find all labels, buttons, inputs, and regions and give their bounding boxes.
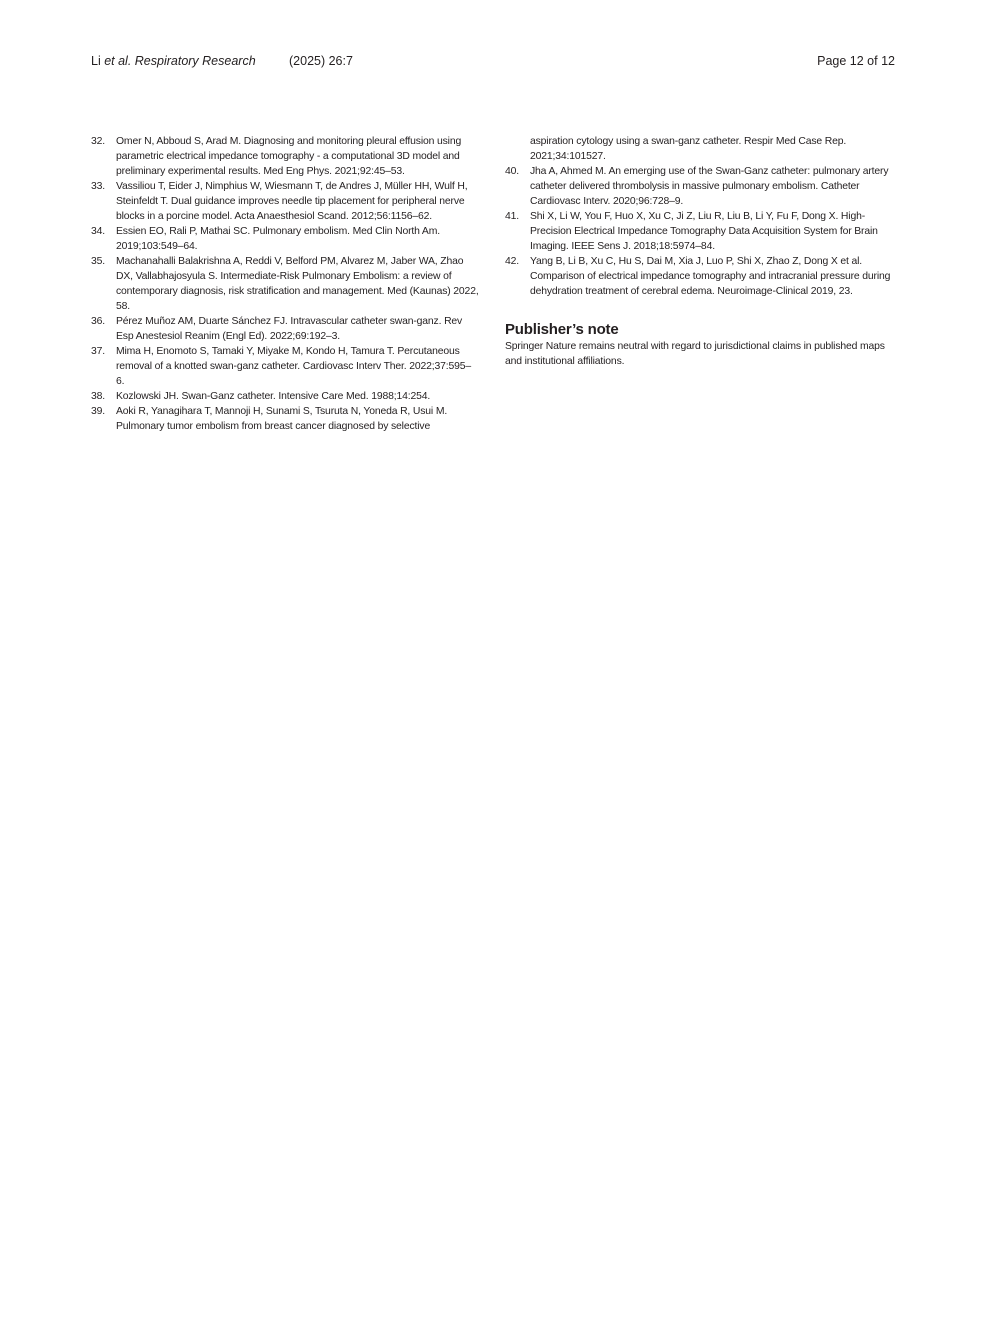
reference-column-left <box>91 134 479 434</box>
reference-number: 34. <box>91 226 105 237</box>
reference-number: 40. <box>505 166 519 177</box>
reference-text: Jha A, Ahmed M. An emerging use of the Swan-Ganz catheter: pulmonary artery catheter delivered thrombolysis in massive pulmonary embolism. Catheter Cardiovasc Interv. 2020;96:728–9. <box>530 166 889 207</box>
reference-number: 35. <box>91 256 105 267</box>
header-journal: et al. Respiratory Research <box>104 54 256 68</box>
reference-item-39 <box>91 404 479 434</box>
reference-column-right <box>505 134 900 369</box>
publisher-note-body: Springer Nature remains neutral with regard to jurisdictional claims in published maps and institutional affiliations. <box>505 341 885 367</box>
reference-item-36 <box>91 314 479 344</box>
running-header <box>91 53 895 69</box>
reference-item-33 <box>91 179 479 224</box>
reference-text: Yang B, Li B, Xu C, Hu S, Dai M, Xia J, Luo P, Shi X, Zhao Z, Dong X et al. Comparison of electrical impedance tomography and intracranial pressure during dehydration treatment of cerebral edema. Neuroimage-Clinical 2019, 23. <box>530 256 891 297</box>
reference-item-35 <box>91 254 479 314</box>
reference-item-34 <box>91 224 479 254</box>
reference-text: Mima H, Enomoto S, Tamaki Y, Miyake M, Kondo H, Tamura T. Percutaneous removal of a knotted swan-ganz catheter. Cardiovasc Interv Ther. 2022;37:595–6. <box>116 346 472 387</box>
reference-text: Kozlowski JH. Swan-Ganz catheter. Intensive Care Med. 1988;14:254. <box>116 391 431 402</box>
reference-number: 33. <box>91 181 105 192</box>
reference-number: 38. <box>91 391 105 402</box>
header-author: Li <box>91 54 105 68</box>
reference-text: Machanahalli Balakrishna A, Reddi V, Belford PM, Alvarez M, Jaber WA, Zhao DX, Vallabhajosyula S. Intermediate-Risk Pulmonary Embolism: a review of contemporary diagnosis, risk stratification and management. Med (Kaunas) 2022, 58. <box>116 256 479 312</box>
reference-number: 37. <box>91 346 105 357</box>
header-citation <box>91 53 256 69</box>
reference-text: Aoki R, Yanagihara T, Mannoji H, Sunami S, Tsuruta N, Yoneda R, Usui M. Pulmonary tumor embolism from breast cancer diagnosed by selective <box>116 406 448 432</box>
header-year-volume: (2025) 26:7 <box>289 54 353 68</box>
reference-item-32 <box>91 134 479 179</box>
reference-item-37 <box>91 344 479 389</box>
reference-text: Pérez Muñoz AM, Duarte Sánchez FJ. Intravascular catheter swan-ganz. Rev Esp Anestesiol Reanim (Engl Ed). 2022;69:192–3. <box>116 316 463 342</box>
reference-item-41 <box>505 209 900 254</box>
reference-number: 32. <box>91 136 105 147</box>
reference-item-40 <box>505 164 900 209</box>
reference-number: 41. <box>505 211 519 222</box>
reference-text: Shi X, Li W, You F, Huo X, Xu C, Ji Z, Liu R, Liu B, Li Y, Fu F, Dong X. High-Precision Electrical Impedance Tomography Data Acquisition System for Brain Imaging. IEEE Sens J. 2018;18:5974–84. <box>530 211 878 252</box>
reference-number: 36. <box>91 316 105 327</box>
reference-item-42 <box>505 254 900 299</box>
reference-text: Vassiliou T, Eider J, Nimphius W, Wiesmann T, de Andres J, Müller HH, Wulf H, Steinfeldt T. Dual guidance improves needle tip placement for peripheral nerve blocks in a porcine model. Acta Anaesthesiol Scand. 2012;56:1156–62. <box>116 181 468 222</box>
header-page-number: Page 12 of 12 <box>817 54 895 68</box>
reference-text: Essien EO, Rali P, Mathai SC. Pulmonary embolism. Med Clin North Am. 2019;103:549–64. <box>116 226 440 252</box>
reference-number: 42. <box>505 256 519 267</box>
reference-number: 39. <box>91 406 105 417</box>
publisher-note-heading: Publisher’s note <box>505 321 619 338</box>
reference-item-38 <box>91 389 479 404</box>
reference-39-continuation: aspiration cytology using a swan-ganz catheter. Respir Med Case Rep. 2021;34:101527. <box>530 136 847 162</box>
reference-text: Omer N, Abboud S, Arad M. Diagnosing and monitoring pleural effusion using parametric electrical impedance tomography - a computational 3D model and preliminary experimental results. Med Eng Phys. 2021;92:45–53. <box>116 136 462 177</box>
